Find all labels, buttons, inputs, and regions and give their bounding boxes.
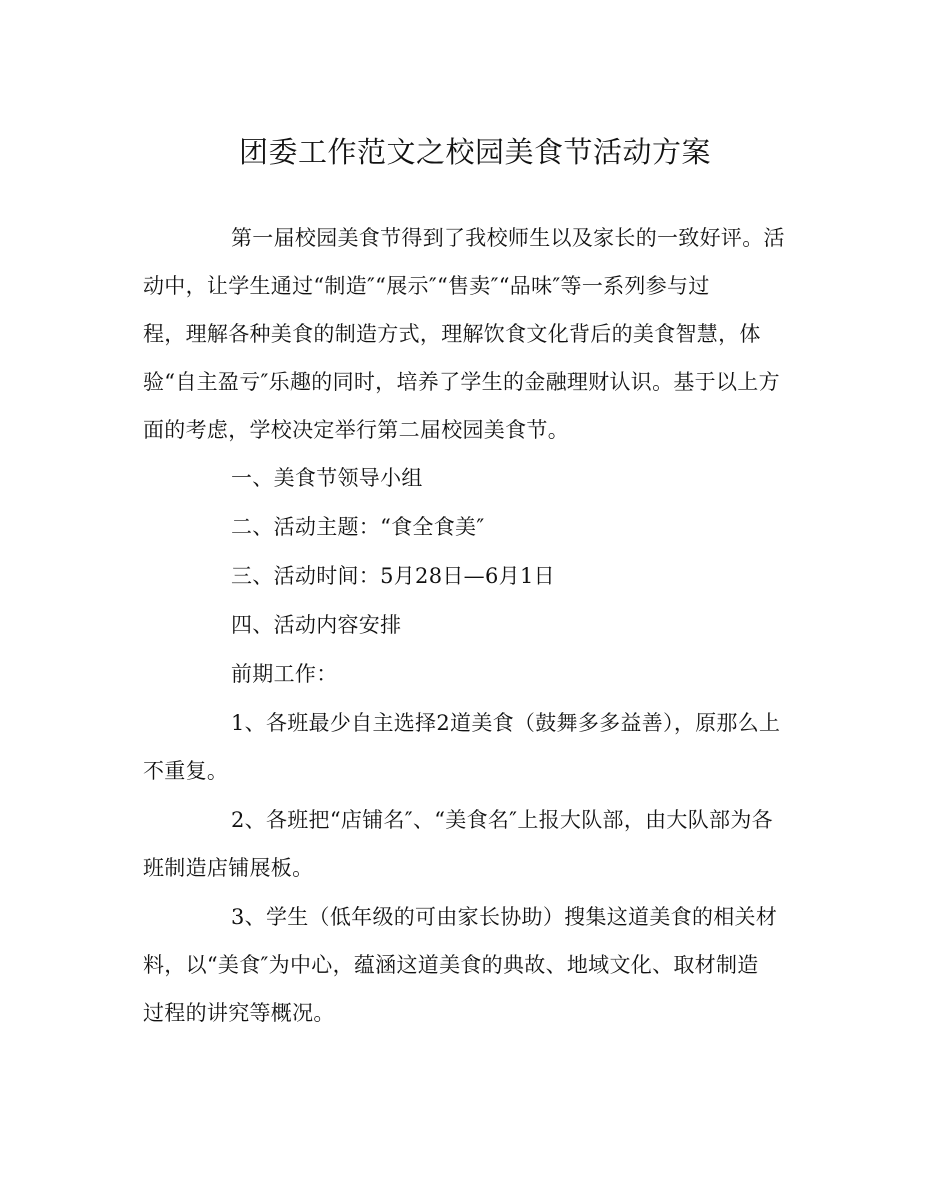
item-3-line-2: 料，以“美食″为中心，蕴涵这道美食的典故、地域文化、取材制造 (143, 953, 759, 977)
item-3-line-3: 过程的讲究等概况。 (143, 1001, 335, 1025)
item-3-line-1: 3、学生（低年级的可由家长协助）搜集这道美食的相关材 (231, 905, 778, 929)
section-heading-time: 三、活动时间：5月28日—6月1日 (231, 564, 555, 588)
paragraph-1-line-1: 第一届校园美食节得到了我校师生以及家长的一致好评。活 (231, 226, 785, 250)
paragraph-1-line-4: 验“自主盈亏″乐趣的同时，培养了学生的金融理财认识。基于以上方 (143, 370, 780, 394)
section-heading-content: 四、活动内容安排 (231, 613, 402, 637)
item-2-line-1: 2、各班把“店铺名″、“美食名″上报大队部，由大队部为各 (231, 808, 773, 832)
item-1-line-2: 不重复。 (143, 759, 229, 783)
document-title: 团委工作范文之校园美食节活动方案 (238, 135, 711, 169)
section-heading-leadership: 一、美食节领导小组 (231, 466, 423, 490)
subheading-preparation: 前期工作： (231, 662, 338, 686)
paragraph-1-line-2: 动中，让学生通过“制造″“展示″“售卖″“品味″等一系列参与过 (143, 274, 710, 298)
item-1-line-1: 1、各班最少自主选择2道美食（鼓舞多多益善），原那么上 (231, 711, 781, 735)
paragraph-1-line-3: 程，理解各种美食的制造方式，理解饮食文化背后的美食智慧，体 (143, 322, 761, 346)
paragraph-1-line-5: 面的考虑，学校决定举行第二届校园美食节。 (143, 418, 569, 442)
section-heading-theme: 二、活动主题：“食全食美″ (231, 515, 485, 539)
item-2-line-2: 班制造店铺展板。 (143, 856, 314, 880)
